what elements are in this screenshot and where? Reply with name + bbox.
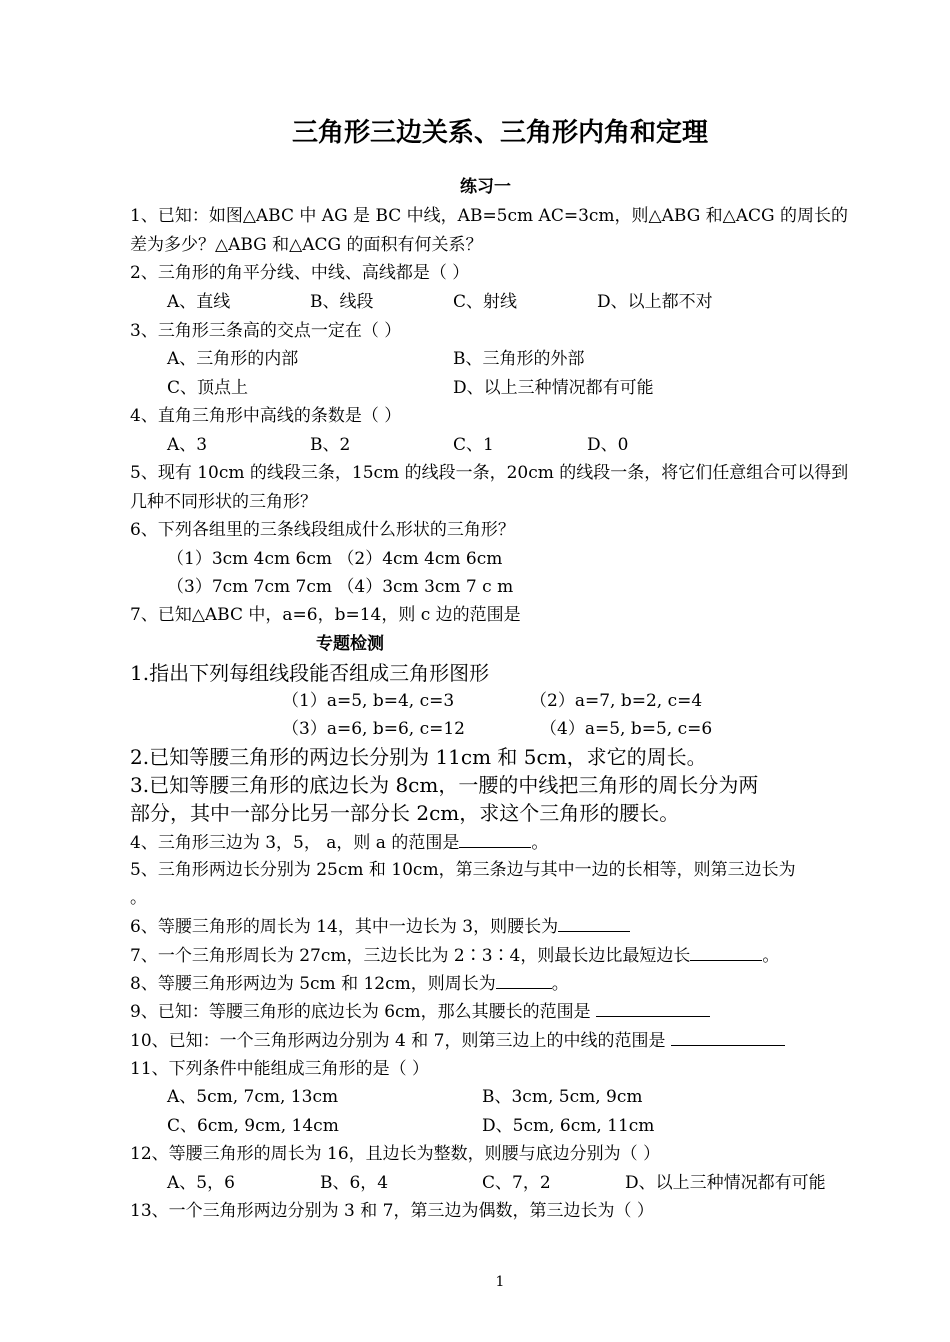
question-2-option-d: D、以上都不对 — [597, 292, 713, 312]
test-4-end: 。 — [531, 833, 549, 853]
section-heading-test: 专题检测 — [316, 634, 384, 654]
test-12-option-d: D、以上三种情况都有可能 — [625, 1173, 826, 1193]
test-5-line-2: 。 — [130, 888, 147, 908]
question-5-line-1: 5、现有 10cm 的线段三条，15cm 的线段一条，20cm 的线段一条，将它们任意组合可以得到 — [130, 463, 849, 483]
question-7: 7、已知△ABC 中，a=6，b=14，则 c 边的范围是 — [130, 605, 521, 625]
section-heading-practice: 练习一 — [460, 177, 511, 197]
answer-blank — [496, 972, 552, 989]
answer-blank — [690, 944, 762, 961]
test-11: 11、下列条件中能组成三角形的是（ ） — [130, 1059, 430, 1079]
test-10 — [130, 1029, 785, 1052]
test-5-line-1: 5、三角形两边长分别为 25cm 和 10cm，第三条边与其中一边的长相等，则第三边长为 — [130, 860, 796, 880]
test-1-item-1: （1）a=5, b=4, c=3 — [282, 691, 455, 711]
test-11-option-a: A、5cm, 7cm, 13cm — [167, 1087, 339, 1107]
test-11-option-c: C、6cm, 9cm, 14cm — [167, 1116, 339, 1136]
test-1-item-2: （2）a=7, b=2, c=4 — [530, 691, 703, 711]
test-6-text: 6、等腰三角形的周长为 14，其中一边长为 3，则腰长为 — [130, 917, 559, 937]
question-1-line-1: 1、已知：如图△ABC 中 AG 是 BC 中线，AB=5cm AC=3cm，则△ABG 和△ACG 的周长的 — [130, 206, 849, 226]
question-3-option-b: B、三角形的外部 — [453, 349, 585, 369]
answer-blank — [459, 831, 531, 848]
test-12: 12、等腰三角形的周长为 16，且边长为整数，则腰与底边分别为（ ） — [130, 1144, 661, 1164]
test-1-item-3: （3）a=6, b=6, c=12 — [282, 719, 465, 739]
question-2-option-b: B、线段 — [310, 292, 374, 312]
test-9 — [130, 1000, 710, 1023]
test-13: 13、一个三角形两边分别为 3 和 7，第三边为偶数，第三边长为（ ） — [130, 1201, 654, 1221]
question-6-row-2: （3）7cm 7cm 7cm （4）3cm 3cm 7 c m — [167, 577, 514, 597]
answer-blank — [671, 1029, 785, 1046]
question-4-option-b: B、2 — [310, 435, 351, 455]
test-3-line-1: 3.已知等腰三角形的底边长为 8cm，一腰的中线把三角形的周长分为两 — [130, 773, 759, 797]
test-4 — [130, 831, 548, 854]
test-12-option-a: A、5，6 — [167, 1173, 235, 1193]
question-2: 2、三角形的角平分线、中线、高线都是（ ） — [130, 263, 470, 283]
test-11-option-d: D、5cm, 6cm, 11cm — [482, 1116, 655, 1136]
question-4-option-a: A、3 — [167, 435, 208, 455]
question-4: 4、直角三角形中高线的条数是（ ） — [130, 406, 402, 426]
question-3-option-c: C、顶点上 — [167, 378, 249, 398]
question-3-option-a: A、三角形的内部 — [167, 349, 299, 369]
test-3-line-2: 部分，其中一部分比另一部分长 2cm，求这个三角形的腰长。 — [130, 801, 680, 825]
question-3-option-d: D、以上三种情况都有可能 — [453, 378, 654, 398]
question-2-option-c: C、射线 — [453, 292, 518, 312]
question-6: 6、下列各组里的三条线段组成什么形状的三角形？ — [130, 520, 515, 540]
test-1: 1.指出下列每组线段能否组成三角形图形 — [130, 661, 490, 685]
test-1-item-4: （4）a=5, b=5, c=6 — [540, 719, 713, 739]
test-8-text: 8、等腰三角形两边为 5cm 和 12cm，则周长为 — [130, 974, 496, 994]
answer-blank — [596, 1000, 710, 1017]
test-4-text: 4、三角形三边为 3，5， a，则 a 的范围是 — [130, 833, 460, 853]
test-8-end: 。 — [551, 974, 569, 994]
test-6 — [130, 915, 630, 938]
test-12-option-b: B、6，4 — [320, 1173, 389, 1193]
test-9-text: 9、已知：等腰三角形的底边长为 6cm，那么其腰长的范围是 — [130, 1002, 591, 1022]
test-7-text: 7、一个三角形周长为 27cm，三边长比为 2∶3∶4，则最长边比最短边长 — [130, 946, 691, 966]
question-4-option-c: C、1 — [453, 435, 494, 455]
question-2-option-a: A、直线 — [167, 292, 231, 312]
test-2: 2.已知等腰三角形的两边长分别为 11cm 和 5cm，求它的周长。 — [130, 745, 707, 769]
question-5-line-2: 几种不同形状的三角形？ — [130, 492, 317, 512]
question-1-line-2: 差为多少？△ABG 和△ACG 的面积有何关系？ — [130, 235, 483, 255]
test-11-option-b: B、3cm, 5cm, 9cm — [482, 1087, 643, 1107]
question-6-row-1: （1）3cm 4cm 6cm （2）4cm 4cm 6cm — [167, 549, 503, 569]
answer-blank — [558, 915, 630, 932]
test-12-option-c: C、7，2 — [482, 1173, 551, 1193]
page-title: 三角形三边关系、三角形内角和定理 — [291, 118, 708, 148]
question-3: 3、三角形三条高的交点一定在（ ） — [130, 321, 402, 341]
test-7-end: 。 — [762, 946, 780, 966]
page-number: 1 — [495, 1274, 505, 1290]
question-4-option-d: D、0 — [587, 435, 629, 455]
test-10-text: 10、已知：一个三角形两边分别为 4 和 7，则第三边上的中线的范围是 — [130, 1031, 666, 1051]
test-7 — [130, 944, 779, 967]
test-8 — [130, 972, 569, 995]
